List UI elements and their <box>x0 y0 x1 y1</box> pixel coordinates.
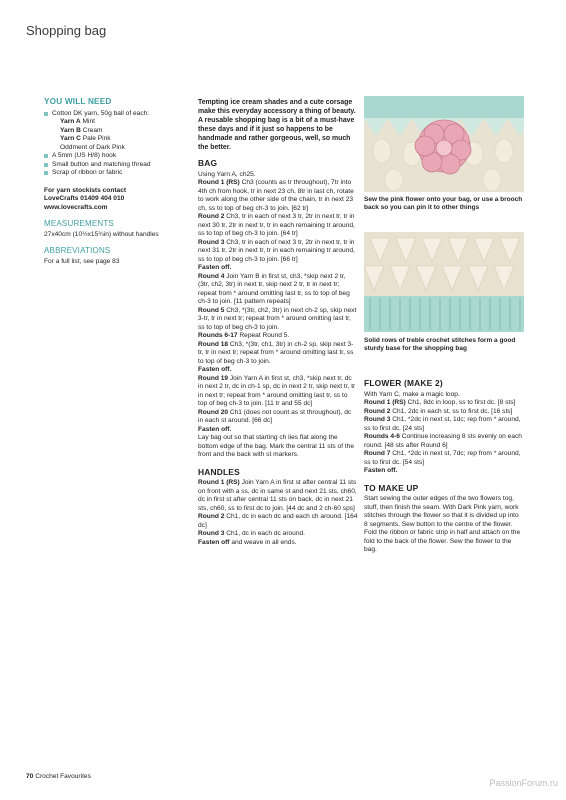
instruction-line: With Yarn C, make a magic loop. <box>364 390 460 398</box>
section-title: Shopping bag <box>26 23 107 38</box>
bullet-square-icon <box>44 163 48 167</box>
materials-item: A 5mm (US H/8) hook <box>44 152 170 161</box>
instruction-line: Round 2 Ch3, tr in each of next 3 tr, 2tr in next tr, tr in next 30 tr, 2tr in next tr, tr in each remaining tr around, ss to top of beg ch-3 to join. [64 tr] <box>198 213 355 237</box>
you-will-need-heading: YOU WILL NEED <box>44 97 112 106</box>
instruction-line: Round 3 Ch3, tr in each of next 3 tr, 2tr in next tr, tr in next 31 tr, 2tr in next tr, tr in each remaining tr around, ss to top of beg ch-3 to join. [66 tr] <box>198 238 355 263</box>
instruction-line: Fasten off. <box>364 467 398 474</box>
instruction-line: Using Yarn A, ch25. <box>198 170 256 178</box>
make-up-text: Start sewing the outer edges of the two flowers tog, stuff, then finish the seam. With Dark Pink yarn, work stitches through the flower so that it is divided up into 8 segments. Sew button to the centre of the flower. Fold the ribbon or fabric strip in half and attach on the fold to the back of the flower. Sew the flower to the bag. <box>364 495 521 553</box>
abbreviations-text: For a full list, see page 83 <box>44 257 120 265</box>
flower-heading: FLOWER (MAKE 2) <box>364 378 443 388</box>
instruction-line: Lay bag out so that starting ch lies flat along the bottom edge of the bag. Mark the central 11 sts of the front and the back with st markers. <box>198 434 355 458</box>
measurements-text: 27x40cm (10½x15¾in) without handles <box>44 230 159 238</box>
instruction-line: Round 1 (RS) Join Yarn A in first st after central 11 sts on front with a ss, dc in same st and next 21 sts, ch60, dc in first st after central 11 sts on back, dc in next 21 sts, ch60, ss to first dc to join. [44 dc and 2 ch-60 sps] <box>198 479 357 512</box>
bag-heading: BAG <box>198 158 218 168</box>
instruction-line: Round 2 Ch1, dc in each dc and each ch around. [164 dc] <box>198 513 358 529</box>
instruction-line: Round 20 Ch1 (does not count as st throughout), dc in each st around. [66 dc] <box>198 408 352 424</box>
bullet-square-icon <box>44 171 48 175</box>
page-number: 70 <box>26 773 34 780</box>
instruction-line: Fasten off. <box>198 264 232 271</box>
bullet-square-icon <box>44 112 48 116</box>
instruction-line: Fasten off and weave in all ends. <box>198 538 297 546</box>
flower-column <box>364 379 524 555</box>
instruction-line: Round 18 Ch3, *(3tr, ch1, 3tr) in ch-2 sp, skip next 3-tr, tr in next tr; repeat from * around omitting last tr, ss to top of beg ch-3 to join. <box>198 340 354 365</box>
materials-item: Scrap of ribbon or fabric <box>44 169 170 178</box>
stitch-photo <box>364 232 524 332</box>
stockists: For yarn stockists contact LoveCrafts 01409 404 010 www.lovecrafts.com <box>44 187 170 213</box>
handles-heading: HANDLES <box>198 466 240 477</box>
abbreviations-heading: ABBREVIATIONS <box>44 246 111 255</box>
materials-item: Small button and matching thread <box>44 161 170 170</box>
instruction-line: Rounds 6-17 Repeat Round 5. <box>198 332 290 339</box>
bag-instructions <box>198 171 358 460</box>
photo-caption-flower: Sew the pink flower onto your bag, or use a brooch back so you can pin it to other things <box>364 196 523 212</box>
magazine-name: Crochet Favourites <box>35 773 91 780</box>
handles-instructions <box>198 479 358 547</box>
instruction-line: Round 4 Join Yarn B in first st, ch3, *skip next 2 tr, (3tr, ch2, 3tr) in next tr, skip next 2 tr, tr in next tr; repeat from * around omitting last tr, ss to top of beg ch-3 to join. [11 pattern repeats] <box>198 272 350 305</box>
instruction-line: Round 7 Ch1, *2dc in next st, 7dc; rep from * around, ss to first dc. [54 sts] <box>364 450 521 466</box>
folio <box>26 773 91 780</box>
flower-instructions <box>364 391 524 476</box>
instruction-line: Round 3 Ch1, *2dc in next st, 1dc; rep from * around, ss to first dc. [24 sts] <box>364 416 521 432</box>
instruction-line: Round 3 Ch1, dc in each dc around. <box>198 530 306 537</box>
instruction-line: Round 1 (RS) Ch3 (counts as tr throughout), 7tr into 4th ch from hook, tr in next 23 ch, 8tr in last ch, rotate to work along the other side of the chain, tr in next 23 ch, ss to top of beg ch-3 to join. [62 tr] <box>198 179 354 212</box>
flower-photo <box>364 96 524 192</box>
instruction-line: Round 2 Ch1, 2dc in each st, ss to first dc. [16 sts] <box>364 407 513 415</box>
materials-list <box>44 110 170 178</box>
instruction-line: Fasten off. <box>198 366 232 373</box>
instruction-line: Fasten off. <box>198 425 232 433</box>
instruction-line: Rounds 4-6 Continue increasing 8 sts evenly on each round. [48 sts after Round 6] <box>364 433 522 449</box>
watermark: PassionForum.ru <box>489 778 558 788</box>
make-up-heading: TO MAKE UP <box>364 482 419 493</box>
stockists-link[interactable]: www.lovecrafts.com <box>44 203 108 211</box>
intro-text: Tempting ice cream shades and a cute corsage make this everyday accessory a thing of beauty. A reusable shopping bag is a bit of a must-have these days and if it just so happens to be handmade and rather gorgeous, well, so much the better. <box>198 99 356 151</box>
materials-column <box>44 98 170 266</box>
instruction-line: Round 19 Join Yarn A in first st, ch3, *skip next tr, dc in next 2 tr, dc in ch-1 sp, dc in next 2 tr, skip next tr, tr in next tr; repeat from * around omitting last tr, ss to top of beg ch-3 to join. [11 tr and 55 dc] <box>198 374 356 407</box>
measurements-heading: MEASUREMENTS <box>44 219 114 228</box>
pattern-column <box>198 98 358 547</box>
instruction-line: Round 1 (RS) Ch1, 8dc in loop, ss to first dc. [8 sts] <box>364 399 516 406</box>
instruction-line: Round 5 Ch3, *(3tr, ch2, 3tr) in next ch-2 sp, skip next 3-tr, tr in next tr; repeat from * around omitting last tr, ss to top of beg ch-3 to join. <box>198 306 357 331</box>
materials-item: Cotton DK yarn, 50g ball of each: Yarn A Mint Yarn B Cream Yarn C Pale Pink Oddment of Dark Pink <box>44 110 170 153</box>
bullet-square-icon <box>44 154 48 158</box>
photo-caption-stitches: Solid rows of treble crochet stitches form a good sturdy base for the shopping bag <box>364 337 516 353</box>
